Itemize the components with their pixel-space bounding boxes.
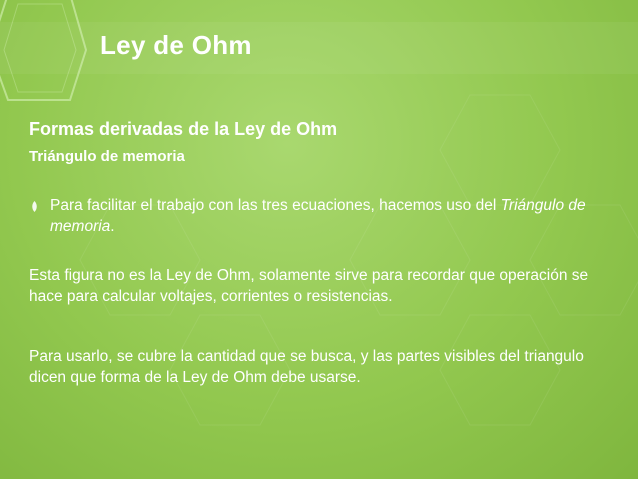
paragraph-2: Para usarlo, se cubre la cantidad que se busca, y las partes visibles del triangulo dicen que forma de la Ley de Ohm debe usarse. bbox=[29, 348, 584, 386]
bullet-text bbox=[50, 195, 619, 237]
bullet-text-emphasis: Triángulo de memoria bbox=[50, 197, 586, 235]
bullet-leaf-icon bbox=[31, 201, 38, 212]
slide-subsubtitle: Triángulo de memoria bbox=[29, 148, 185, 165]
paragraph-1: Esta figura no es la Ley de Ohm, solamente sirve para recordar que operación se hace para calcular voltajes, corrientes o resistencias. bbox=[29, 267, 589, 305]
bullet-text-start: Para facilitar el trabajo con las tres ecuaciones, hacemos uso del bbox=[50, 197, 501, 214]
bullet-text-end: . bbox=[110, 218, 115, 235]
title-band bbox=[0, 22, 638, 74]
bullet-item bbox=[29, 195, 619, 237]
slide-subtitle: Formas derivadas de la Ley de Ohm bbox=[29, 119, 338, 139]
slide-title: Ley de Ohm bbox=[100, 30, 252, 60]
